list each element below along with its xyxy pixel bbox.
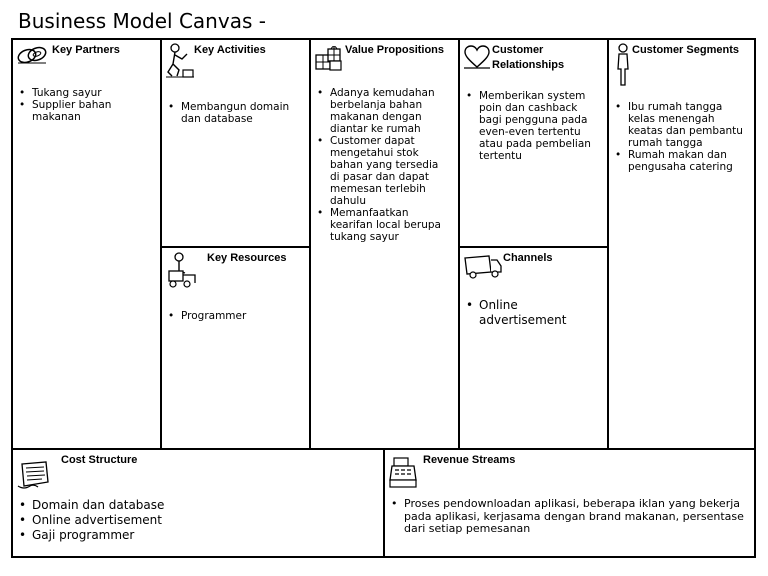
list-item: • Online advertisement <box>466 298 600 328</box>
list-item: • Ibu rumah tangga kelas menengah keatas dan pembantu rumah tangga <box>615 101 749 149</box>
customer-segments-list <box>615 101 749 173</box>
customer-segments-block <box>609 40 754 450</box>
revenue-streams-heading: Revenue Streams <box>423 454 516 466</box>
key-partners-list <box>19 87 155 123</box>
cost-structure-block <box>13 450 385 556</box>
channels-block <box>460 248 609 450</box>
key-partners-block <box>13 40 162 450</box>
list-item: • Rumah makan dan pengusaha catering <box>615 149 749 173</box>
worker-forklift-icon <box>165 251 199 294</box>
list-item: • Proses pendownloadan aplikasi, beberapa iklan yang bekerja pada aplikasi, kerjasama dengan brand makanan, persentase dari setiap pemesanan <box>391 498 747 536</box>
key-resources-heading: Key Resources <box>207 252 287 264</box>
key-partners-heading: Key Partners <box>52 44 120 56</box>
list-item: • Online advertisement <box>19 513 379 528</box>
person-standing-icon <box>614 43 632 92</box>
list-item: • Customer dapat mengetahui stok bahan yang tersedia di pasar dan dapat memesan terlebih dahulu <box>317 135 451 207</box>
list-item: • Tukang sayur <box>19 87 155 99</box>
value-propositions-list <box>317 87 451 243</box>
customer-relationships-block <box>460 40 609 248</box>
receipt-paper-icon <box>16 460 52 495</box>
key-activities-block <box>162 40 311 248</box>
revenue-streams-list <box>391 498 747 536</box>
customer-relationships-heading: Customer Relationships <box>492 44 565 71</box>
list-item: • Adanya kemudahan berbelanja bahan makanan dengan diantar ke rumah <box>317 87 451 135</box>
cost-structure-list <box>19 498 379 543</box>
key-activities-list <box>168 101 302 125</box>
key-resources-list <box>168 310 302 322</box>
key-activities-heading: Key Activities <box>194 44 266 56</box>
chain-link-icon <box>16 43 48 72</box>
list-item: • Domain dan database <box>19 498 379 513</box>
list-item: • Membangun domain dan database <box>168 101 302 125</box>
business-model-canvas <box>11 38 756 558</box>
list-item: • Programmer <box>168 310 302 322</box>
channels-list <box>466 298 600 328</box>
cash-register-icon <box>388 456 420 495</box>
cost-structure-heading: Cost Structure <box>61 454 138 466</box>
list-item: • Memberikan system poin dan cashback bagi pengguna pada even-even tertentu atau pada pembelian tertentu <box>466 90 600 162</box>
customer-segments-heading: Customer Segments <box>632 44 739 56</box>
list-item: • Supplier bahan makanan <box>19 99 155 123</box>
gift-boxes-icon <box>314 43 344 78</box>
value-propositions-heading: Value Propositions <box>345 44 445 56</box>
list-item: • Gaji programmer <box>19 528 379 543</box>
page-title: Business Model Canvas - <box>18 9 266 33</box>
key-resources-block <box>162 248 311 450</box>
heart-icon <box>463 44 491 75</box>
worker-activity-icon <box>165 42 195 85</box>
revenue-streams-block <box>385 450 754 556</box>
customer-relationships-list <box>466 90 600 162</box>
value-propositions-block <box>311 40 460 450</box>
list-item: • Memanfaatkan kearifan local berupa tukang sayur <box>317 207 451 243</box>
channels-heading: Channels <box>503 252 553 264</box>
delivery-truck-icon <box>463 252 503 285</box>
